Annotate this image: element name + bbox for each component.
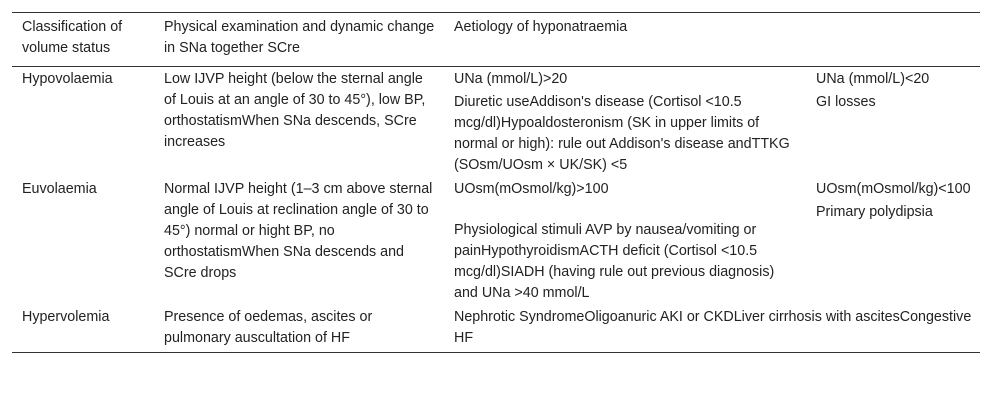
cause-list-b: Primary polydipsia — [816, 204, 933, 220]
aetiology-cell-b — [806, 179, 980, 307]
status-cell: Euvolaemia — [22, 181, 97, 197]
header-row — [12, 13, 980, 67]
table-row-euvolaemia — [12, 179, 980, 307]
header-examination: Physical examination and dynamic change in SNa together SCre — [164, 19, 435, 56]
hyponatraemia-table — [12, 12, 980, 353]
aetiology-cell: Nephrotic SyndromeOligoanuric AKI or CKDLiver cirrhosis with ascitesCongestive HF — [454, 309, 972, 346]
header-aetiology: Aetiology of hyponatraemia — [454, 19, 628, 35]
header-classification: Classification of volume status — [22, 19, 123, 56]
cause-list-a: Diuretic useAddison's disease (Cortisol <10.5 mcg/dl)Hypoaldosteronism (SK in upper limits of normal or high): rule out Addison's disease andTTKG (SOsm/UOsm × UK/SK) <5 — [454, 94, 790, 173]
cause-list-a: Physiological stimuli AVP by nausea/vomiting or painHypothyroidismACTH deficit (Cortisol <10.5 mcg/dl)SIADH (having rule out previous diagnosis) and UNa >40 mmol/L — [454, 222, 775, 301]
aetiology-cell-b — [806, 67, 980, 180]
table-row-hypervolemia — [12, 307, 980, 353]
table-row-hypovolaemia — [12, 67, 980, 180]
exam-cell: Normal IJVP height (1–3 cm above sternal angle of Louis at reclination angle of 30 to 45°) normal or hight BP, no orthostatismWhen SNa descends and SCre drops — [164, 181, 433, 281]
exam-cell: Presence of oedemas, ascites or pulmonary auscultation of HF — [164, 309, 373, 346]
cause-list-b: GI losses — [816, 94, 876, 110]
exam-cell: Low IJVP height (below the sternal angle of Louis at an angle of 30 to 45°), low BP, orthostatismWhen SNa descends, SCre increases — [164, 71, 426, 150]
status-cell: Hypervolemia — [22, 309, 110, 325]
aetiology-cell-a — [444, 67, 806, 180]
subheader-uosm-high: UOsm(mOsmol/kg)>100 — [454, 181, 609, 197]
subheader-una-low: UNa (mmol/L)<20 — [816, 71, 930, 87]
aetiology-cell-a — [444, 179, 806, 307]
subheader-uosm-low: UOsm(mOsmol/kg)<100 — [816, 181, 971, 197]
hyponatraemia-table-container — [12, 12, 980, 353]
status-cell: Hypovolaemia — [22, 71, 113, 87]
subheader-una-high: UNa (mmol/L)>20 — [454, 71, 568, 87]
spacer — [454, 200, 800, 220]
